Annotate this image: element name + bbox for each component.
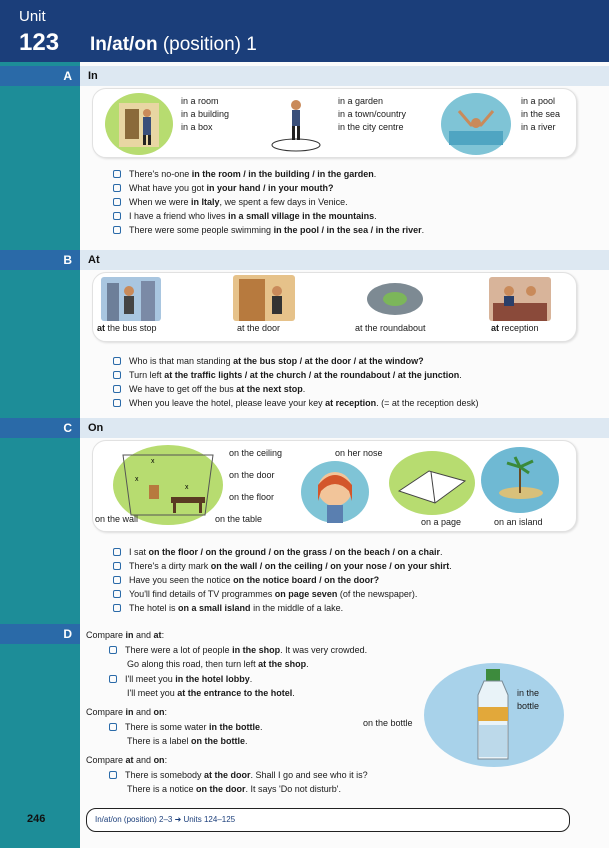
- page-title: In/at/on (position) 1: [90, 34, 257, 55]
- roundabout-illustration: [365, 277, 425, 319]
- example-a5: There were some people swimming in the pool / in the sea / in the river.: [113, 224, 424, 237]
- example-a3: When we were in Italy, we spent a few days in Venice.: [113, 196, 348, 209]
- unit-label: Unit: [19, 8, 46, 25]
- compare-in-on: Compare in and on:: [86, 707, 168, 717]
- section-a-header: [0, 66, 609, 86]
- section-heading: On: [88, 422, 104, 434]
- label-bus-stop: at the bus stop: [97, 323, 157, 333]
- section-letter: B: [63, 253, 72, 267]
- section-a-illustrations: [92, 88, 577, 158]
- footer-crossref: [86, 808, 570, 832]
- compare-at-on: Compare at and on:: [86, 755, 168, 765]
- label-on-the-bottle: on the bottle: [363, 718, 413, 728]
- label-on-wall: on the wall: [95, 514, 139, 524]
- footer-text: In/at/on (position) 2–3 ➜ Units 124–125: [95, 815, 236, 824]
- label-in-the-bottle: in the bottle: [517, 688, 540, 711]
- example-d4: There is somebody at the door. Shall I go and see who it is?: [109, 769, 368, 782]
- example-d1: There were a lot of people in the shop. It was very crowded.: [109, 644, 367, 657]
- compare-in-at: Compare in and at:: [86, 630, 165, 640]
- nose-illustration: [301, 461, 369, 523]
- unit-number: 123: [19, 29, 60, 56]
- label-on-island: on an island: [494, 517, 543, 527]
- pool-illustration: [441, 93, 511, 155]
- example-d1b: Go along this road, then turn left at the shop.: [127, 659, 309, 669]
- example-b2: Turn left at the traffic lights / at the church / at the roundabout / at the junction.: [113, 369, 462, 382]
- island-illustration: [481, 447, 559, 513]
- section-letter: D: [63, 627, 72, 641]
- garden-illustration: [271, 95, 321, 153]
- example-a4: I have a friend who lives in a small village in the mountains.: [113, 210, 377, 223]
- example-c1: I sat on the floor / on the ground / on the grass / on the beach / on a chair.: [113, 546, 443, 559]
- page-number: 246: [27, 813, 46, 825]
- bottle-illustration: [424, 663, 564, 767]
- in-col1: in a room in a building in a box: [181, 96, 230, 132]
- label-roundabout: at the roundabout: [355, 323, 426, 333]
- example-c3: Have you seen the notice on the notice board / on the door?: [113, 574, 379, 587]
- label-on-table: on the table: [215, 514, 263, 524]
- section-b-illustrations: [92, 272, 577, 342]
- in-col3: in a pool in the sea in a river: [521, 96, 561, 132]
- label-on-page: on a page: [421, 517, 462, 527]
- label-on-floor: on the floor: [229, 492, 275, 502]
- label-on-ceiling: on the ceiling: [229, 448, 283, 458]
- reception-illustration: [489, 277, 551, 321]
- section-letter: A: [63, 69, 72, 83]
- svg-text:x: x: [185, 484, 189, 491]
- section-b-header: [0, 250, 609, 270]
- label-on-door: on the door: [229, 470, 275, 480]
- in-col2: in a garden in a town/country in the city centre: [338, 96, 407, 132]
- bus-stop-illustration: [101, 277, 161, 321]
- example-d3: There is some water in the bottle.: [109, 721, 263, 734]
- example-d2b: I'll meet you at the entrance to the hotel.: [127, 688, 295, 698]
- example-a1: There's no-one in the room / in the building / in the garden.: [113, 168, 376, 181]
- svg-text:x: x: [151, 458, 155, 465]
- label-door: at the door: [237, 323, 281, 333]
- example-d2: I'll meet you in the hotel lobby.: [109, 673, 252, 686]
- label-on-nose: on her nose: [335, 448, 383, 458]
- example-c5: The hotel is on a small island in the middle of a lake.: [113, 602, 343, 615]
- example-a2: What have you got in your hand / in your mouth?: [113, 182, 334, 195]
- svg-text:x: x: [135, 476, 139, 483]
- unit-badge: [0, 0, 80, 62]
- example-c2: There's a dirty mark on the wall / on the ceiling / on your nose / on your shirt.: [113, 560, 452, 573]
- example-c4: You'll find details of TV programmes on page seven (of the newspaper).: [113, 588, 417, 601]
- example-d3b: There is a label on the bottle.: [127, 736, 248, 746]
- label-reception: at reception: [491, 323, 539, 333]
- example-b3: We have to get off the bus at the next stop.: [113, 383, 305, 396]
- example-b1: Who is that man standing at the bus stop / at the door / at the window?: [113, 355, 424, 368]
- title-bar: [80, 0, 609, 62]
- room-illustration: [105, 93, 173, 155]
- example-d4b: There is a notice on the door. It says 'Do not disturb'.: [127, 784, 342, 794]
- door-illustration: [233, 275, 295, 321]
- section-letter: C: [63, 421, 72, 435]
- section-c-header: [0, 418, 609, 438]
- section-heading: In: [88, 70, 98, 82]
- page-illustration: [389, 451, 475, 515]
- section-heading: At: [88, 254, 100, 266]
- section-c-illustrations: [92, 440, 577, 532]
- example-b4: When you leave the hotel, please leave your key at reception. (= at the reception desk): [113, 397, 478, 410]
